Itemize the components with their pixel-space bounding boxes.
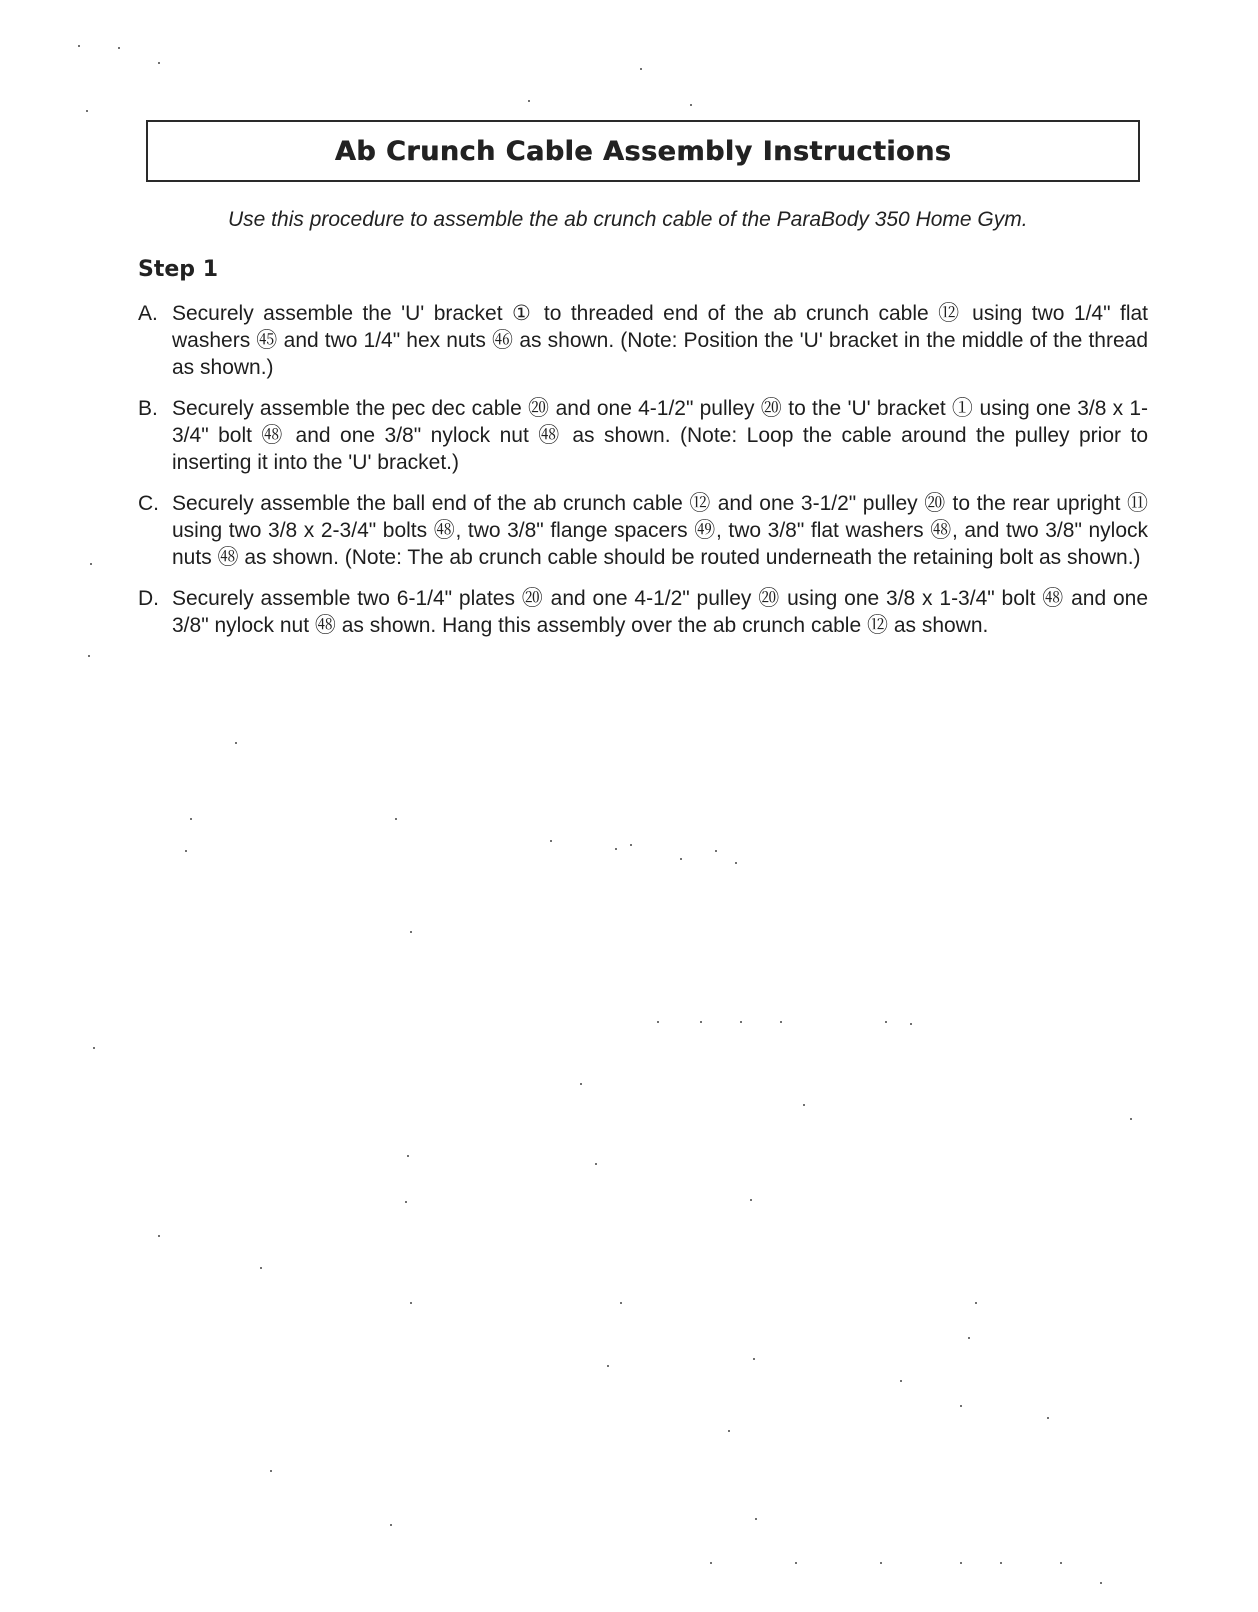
speck xyxy=(803,1104,805,1106)
speck xyxy=(390,1524,392,1526)
speck xyxy=(88,655,90,657)
speck xyxy=(1060,1562,1062,1564)
speck xyxy=(1130,1118,1132,1120)
speck xyxy=(580,1083,582,1085)
speck xyxy=(607,1365,609,1367)
speck xyxy=(735,862,737,864)
step-text: Securely assemble two 6-1/4" plates ⑳ and one 4-1/2" pulley ⑳ using one 3/8 x 1-3/4" bolt ㊽ and one 3/8" nylock nut ㊽ as shown. Hang this assembly over the ab crunch cable ⑫ as shown. xyxy=(172,587,1148,637)
speck xyxy=(410,931,412,933)
step-letter: C. xyxy=(138,492,159,515)
speck xyxy=(90,563,92,565)
step-list xyxy=(138,300,1148,653)
speck xyxy=(93,1047,95,1049)
step-text: Securely assemble the ball end of the ab crunch cable ⑫ and one 3-1/2" pulley ⑳ to the rear upright ⑪ using two 3/8 x 2-3/4" bolts ㊽, two 3/8" flange spacers ㊾, two 3/8" flat washers ㊽, and two 3/8" nylock nuts ㊽ as shown. (Note: The ab crunch cable should be routed underneath the retaining bolt as shown.) xyxy=(172,492,1148,569)
speck xyxy=(900,1380,902,1382)
speck xyxy=(960,1562,962,1564)
step-letter: D. xyxy=(138,587,159,610)
step-item-b xyxy=(138,395,1148,476)
step-item-d xyxy=(138,585,1148,639)
step-item-c xyxy=(138,490,1148,571)
speck xyxy=(78,45,80,47)
speck xyxy=(550,840,552,842)
step-letter: A. xyxy=(138,302,158,325)
speck xyxy=(910,1023,912,1025)
speck xyxy=(740,1021,742,1023)
step-letter: B. xyxy=(138,397,158,420)
speck xyxy=(700,1021,702,1023)
speck xyxy=(158,62,160,64)
speck xyxy=(795,1562,797,1564)
speck xyxy=(528,100,530,102)
speck xyxy=(750,1199,752,1201)
speck xyxy=(753,1358,755,1360)
speck xyxy=(657,1021,659,1023)
speck xyxy=(680,858,682,860)
speck xyxy=(968,1337,970,1339)
speck xyxy=(640,68,642,70)
speck xyxy=(880,1562,882,1564)
step-heading: Step 1 xyxy=(138,257,218,282)
speck xyxy=(975,1302,977,1304)
speck xyxy=(270,1470,272,1472)
speck xyxy=(715,850,717,852)
speck xyxy=(728,1430,730,1432)
speck xyxy=(710,1562,712,1564)
speck xyxy=(690,104,692,106)
speck xyxy=(1100,1582,1102,1584)
speck xyxy=(395,818,397,820)
speck xyxy=(1047,1417,1049,1419)
speck xyxy=(185,850,187,852)
step-text: Securely assemble the 'U' bracket ① to threaded end of the ab crunch cable ⑫ using two 1/4" flat washers ㊺ and two 1/4" hex nuts ㊻ as shown. (Note: Position the 'U' bracket in the middle of the thread as shown.) xyxy=(172,302,1148,379)
speck xyxy=(118,47,120,49)
step-text: Securely assemble the pec dec cable ⑳ and one 4-1/2" pulley ⑳ to the 'U' bracket ① using one 3/8 x 1-3/4" bolt ㊽ and one 3/8" nylock nut ㊽ as shown. (Note: Loop the cable around the pulley prior to inserting it into the 'U' bracket.) xyxy=(172,397,1148,474)
step-item-a xyxy=(138,300,1148,381)
speck xyxy=(630,844,632,846)
speck xyxy=(158,1235,160,1237)
speck xyxy=(405,1201,407,1203)
speck xyxy=(615,848,617,850)
speck xyxy=(960,1405,962,1407)
speck xyxy=(1000,1562,1002,1564)
speck xyxy=(190,818,192,820)
speck xyxy=(407,1155,409,1157)
speck xyxy=(260,1267,262,1269)
speck xyxy=(620,1302,622,1304)
speck xyxy=(755,1518,757,1520)
title-box xyxy=(146,120,1140,182)
speck xyxy=(410,1302,412,1304)
speck xyxy=(595,1163,597,1165)
speck xyxy=(885,1021,887,1023)
speck xyxy=(235,742,237,744)
page-title: Ab Crunch Cable Assembly Instructions xyxy=(334,135,952,167)
speck xyxy=(86,110,88,112)
intro-text: Use this procedure to assemble the ab crunch cable of the ParaBody 350 Home Gym. xyxy=(228,208,1028,231)
speck xyxy=(780,1021,782,1023)
